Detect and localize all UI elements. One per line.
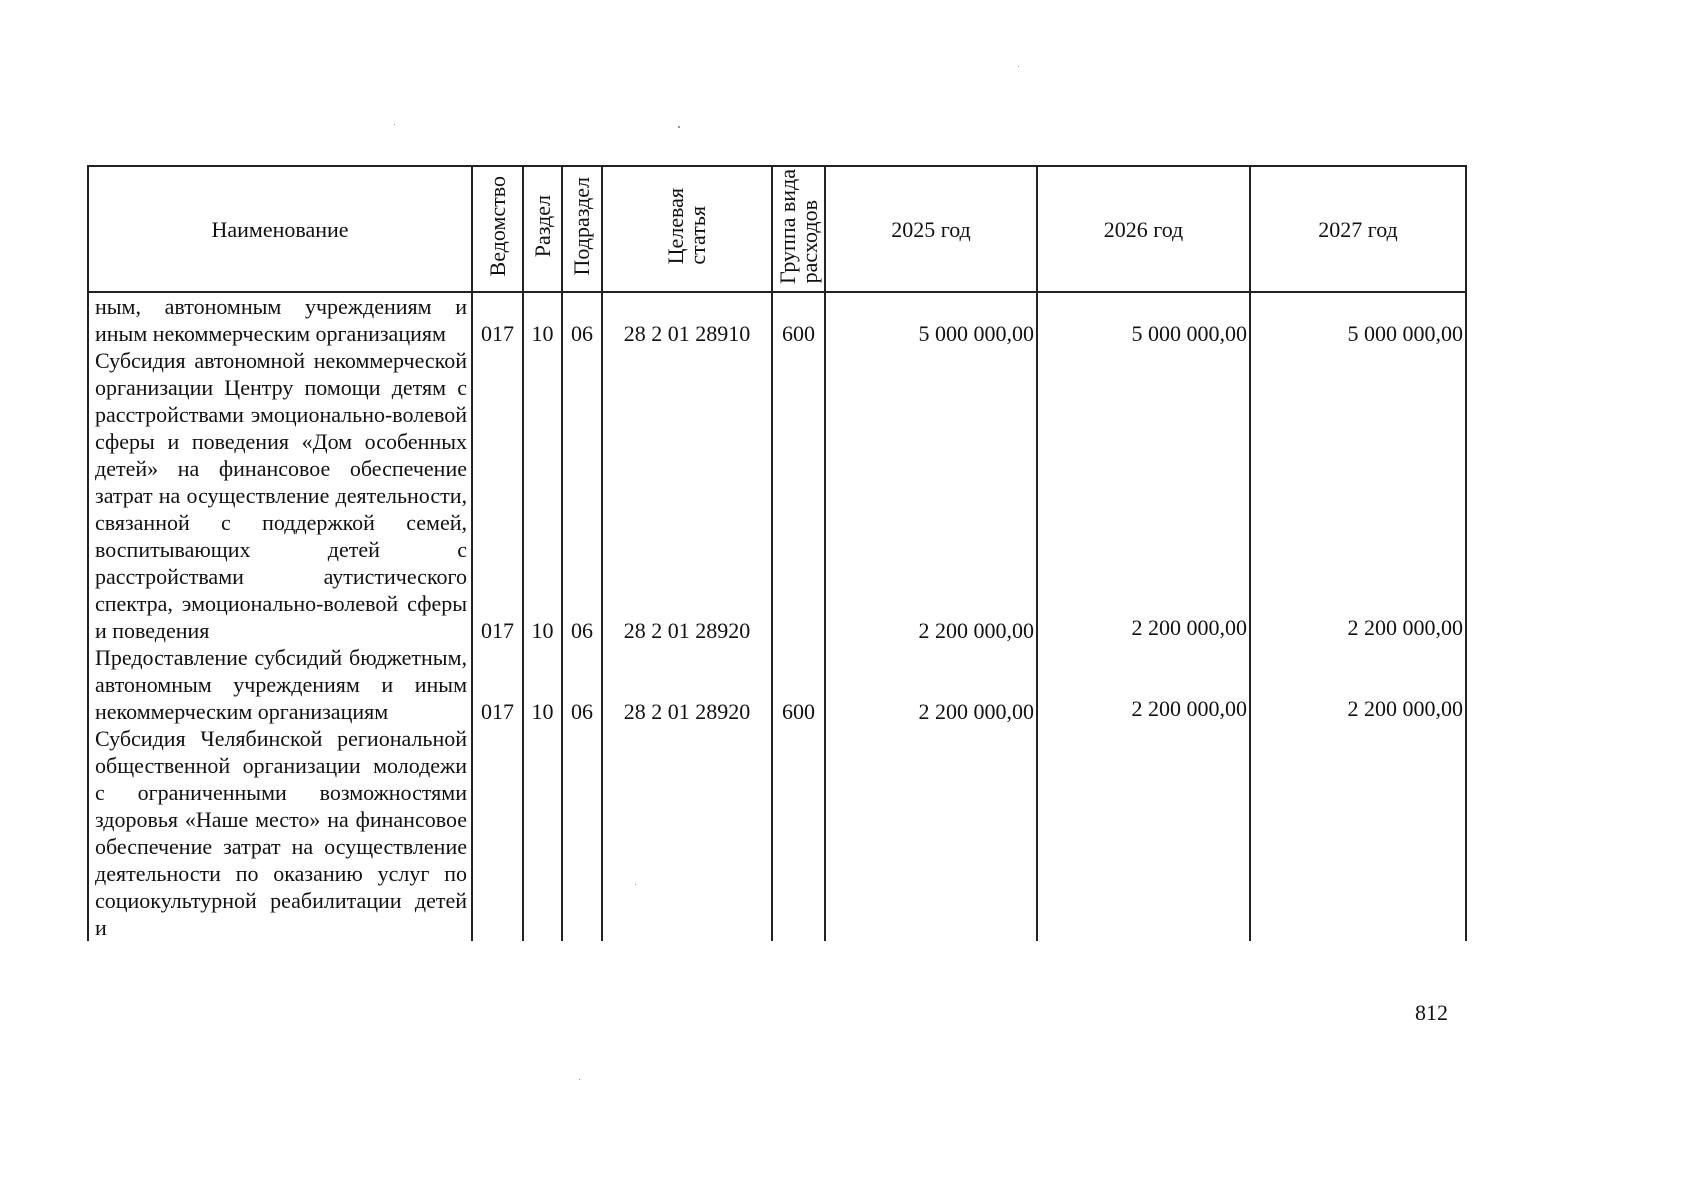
scan-speck <box>394 124 395 125</box>
row-expense-group-cell <box>772 644 825 725</box>
row-expense-group-cell <box>772 347 825 644</box>
row-subsection-cell <box>562 725 602 941</box>
row-section: 10 <box>531 321 554 346</box>
row-target-article: 28 2 01 28920 <box>623 618 751 643</box>
table-row <box>88 725 1466 941</box>
row-amount-2027-cell <box>1250 725 1466 941</box>
row-amount-2027-cell <box>1250 292 1466 347</box>
header-year-2025 <box>825 166 1037 292</box>
table-row <box>88 292 1466 347</box>
budget-table <box>87 165 1467 941</box>
row-subsection: 06 <box>571 618 593 643</box>
row-amount-2025-cell <box>825 292 1037 347</box>
row-amount-2025-cell <box>825 644 1037 725</box>
row-section-cell <box>523 644 562 725</box>
row-amount-2026: 5 000 000,00 <box>1131 321 1247 346</box>
header-year-2027-label: 2027 год <box>1318 216 1398 242</box>
row-section-cell <box>523 292 562 347</box>
row-name: Субсидия Челябинской региональной общественной организации молодежи с ограниченными возможностями здоровья «Наше место» на финансовое обеспечение затрат на осуществление деятельности по оказанию услуг по социокультурной реабилитации детей и <box>95 726 467 940</box>
row-amount-2027-cell <box>1250 644 1466 725</box>
header-name <box>88 166 472 292</box>
header-section-label: Раздел <box>529 194 555 258</box>
row-section: 10 <box>531 699 554 724</box>
scan-speck <box>635 884 636 885</box>
row-target-article-cell <box>602 644 772 725</box>
header-department <box>472 166 523 292</box>
row-name-cell <box>88 644 472 725</box>
row-subsection-cell <box>562 644 602 725</box>
row-expense-group: 600 <box>782 699 815 724</box>
row-name: ным, автономным учреждениям и иным некоммерческим организациям <box>95 294 467 346</box>
row-expense-group-cell <box>772 725 825 941</box>
row-target-article: 28 2 01 28920 <box>623 699 751 724</box>
row-name: Субсидия автономной некоммерческой организации Центру помощи детям с расстройствами эмоционально-волевой сферы и поведения «Дом особенных детей» на финансовое обеспечение затрат на осуществление деятельности, связанной с поддержкой семей, воспитывающих детей с расстройствами аутистического спектра, эмоционально-волевой сферы и поведения <box>95 348 467 643</box>
row-department-cell <box>472 725 523 941</box>
header-section <box>523 166 562 292</box>
header-expense-group-label-2: расходов <box>796 200 822 284</box>
row-amount-2027: 2 200 000,00 <box>1347 615 1463 640</box>
row-department: 017 <box>481 699 514 724</box>
row-name-cell <box>88 725 472 941</box>
header-target-article-label-1: Целевая <box>663 187 688 265</box>
row-amount-2026-cell <box>1037 347 1250 644</box>
row-department-cell <box>472 347 523 644</box>
header-target-article-label-2: статья <box>685 205 710 265</box>
header-subsection-label: Подраздел <box>569 176 594 276</box>
row-section: 10 <box>531 618 554 643</box>
row-name-cell <box>88 292 472 347</box>
table-row <box>88 347 1466 644</box>
row-amount-2027: 5 000 000,00 <box>1347 321 1463 346</box>
row-amount-2026: 2 200 000,00 <box>1131 615 1247 640</box>
row-subsection-cell <box>562 292 602 347</box>
row-target-article-cell <box>602 292 772 347</box>
row-amount-2025-cell <box>825 347 1037 644</box>
row-amount-2027: 2 200 000,00 <box>1347 696 1463 721</box>
page-number: 812 <box>1415 1000 1448 1025</box>
row-subsection: 06 <box>571 699 593 724</box>
row-section-cell <box>523 347 562 644</box>
row-department-cell <box>472 644 523 725</box>
row-subsection: 06 <box>571 321 593 346</box>
row-name: Предоставление субсидий бюджетным, автономным учреждениям и иным некоммерческим организациям <box>95 645 467 724</box>
row-amount-2026-cell <box>1037 644 1250 725</box>
header-expense-group <box>772 166 825 292</box>
row-amount-2027-cell <box>1250 347 1466 644</box>
header-year-2027 <box>1250 166 1466 292</box>
row-amount-2026: 2 200 000,00 <box>1131 696 1247 721</box>
header-expense-group-label-1: Группа вида <box>774 168 800 284</box>
header-target-article <box>602 166 772 292</box>
header-subsection <box>562 166 602 292</box>
row-target-article: 28 2 01 28910 <box>623 321 751 346</box>
row-department: 017 <box>481 618 514 643</box>
row-amount-2025: 2 200 000,00 <box>918 699 1034 724</box>
header-year-2026-label: 2026 год <box>1103 216 1184 242</box>
scan-speck <box>678 126 680 128</box>
row-amount-2025-cell <box>825 725 1037 941</box>
row-target-article-cell <box>602 725 772 941</box>
table-row <box>88 644 1466 725</box>
row-expense-group: 600 <box>782 321 815 346</box>
row-department: 017 <box>481 321 514 346</box>
row-amount-2026-cell <box>1037 725 1250 941</box>
row-target-article-cell <box>602 347 772 644</box>
header-year-2026 <box>1037 166 1250 292</box>
table-header-row <box>88 166 1466 292</box>
scan-speck <box>579 1079 580 1080</box>
row-expense-group-cell <box>772 292 825 347</box>
scan-speck <box>1018 66 1019 67</box>
row-amount-2026-cell <box>1037 292 1250 347</box>
header-department-label: Ведомство <box>484 175 510 277</box>
header-name-label: Наименование <box>211 216 349 242</box>
row-amount-2025: 5 000 000,00 <box>918 321 1034 346</box>
row-section-cell <box>523 725 562 941</box>
row-name-cell <box>88 347 472 644</box>
row-subsection-cell <box>562 347 602 644</box>
row-amount-2025: 2 200 000,00 <box>918 618 1034 643</box>
row-department-cell <box>472 292 523 347</box>
header-year-2025-label: 2025 год <box>891 216 971 242</box>
